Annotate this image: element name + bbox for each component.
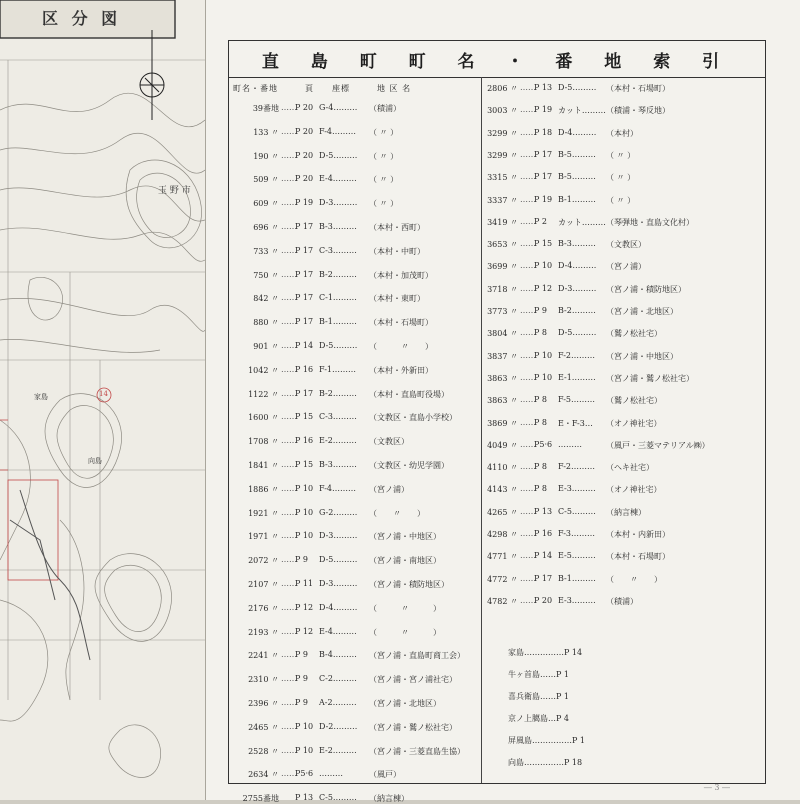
index-area: （ 〃 ） xyxy=(606,173,636,183)
index-dots: …… xyxy=(281,483,297,493)
index-num: 3315 〃 xyxy=(487,173,518,183)
index-num: 4110 〃 xyxy=(487,463,518,473)
index-coord: D-5……… xyxy=(558,328,597,338)
index-page: P 20 xyxy=(295,150,314,160)
index-dots: …… xyxy=(281,317,297,327)
index-num: 750 〃 xyxy=(253,270,279,280)
index-area: （納言棟） xyxy=(369,794,409,804)
index-dots: …… xyxy=(520,551,536,561)
index-frame xyxy=(228,40,766,804)
index-dots: …… xyxy=(281,103,297,112)
index-area: （本村・石場町） xyxy=(606,84,670,93)
index-dots: …… xyxy=(281,198,297,208)
index-coord: D-5……… xyxy=(558,83,597,92)
index-page: P 18 xyxy=(534,127,553,137)
index-area: （ 〃 ） xyxy=(369,127,399,137)
index-column-right xyxy=(482,77,765,783)
index-area: （積浦） xyxy=(369,104,401,113)
index-num: 3773 〃 xyxy=(487,307,518,316)
index-area: （宮ノ浦・積防地区） xyxy=(369,580,449,589)
index-page: P 15 xyxy=(534,239,553,249)
index-area: （本村・内新田） xyxy=(606,530,670,539)
index-page: P 16 xyxy=(534,529,553,538)
index-dots: …… xyxy=(281,650,297,660)
index-coord: B-5……… xyxy=(558,172,596,182)
index-coord: E-2……… xyxy=(319,745,357,755)
index-dots: …… xyxy=(520,172,536,182)
index-dots: …… xyxy=(281,126,297,136)
index-coord: B-1……… xyxy=(319,317,357,327)
index-dots: …… xyxy=(281,388,297,398)
index-coord: D-4……… xyxy=(319,602,358,612)
index-area: （納言棟） xyxy=(606,507,646,517)
index-area: （本村・加茂町） xyxy=(369,270,433,280)
index-coord: C-5……… xyxy=(319,793,357,803)
index-num: 609 〃 xyxy=(253,199,279,209)
index-num: 842 〃 xyxy=(253,294,279,304)
index-area: （宮ノ浦・鷲ノ松社宅） xyxy=(369,722,457,732)
index-dots: …… xyxy=(281,721,297,731)
index-coord: C-5……… xyxy=(558,506,596,516)
index-page: P 20 xyxy=(295,103,314,112)
index-page: P 10 xyxy=(534,350,553,360)
index-area: （ 〃 ） xyxy=(369,627,441,637)
index-coord: B-3……… xyxy=(558,239,596,249)
index-page: P 17 xyxy=(295,245,314,255)
index-area: （宮ノ浦・宮ノ浦社宅） xyxy=(369,675,457,685)
index-num: 1971 〃 xyxy=(248,532,279,542)
index-page: P 17 xyxy=(534,573,553,583)
index-page: P 17 xyxy=(534,149,553,159)
index-num: 3804 〃 xyxy=(487,329,518,339)
index-coord: C-3……… xyxy=(319,245,357,255)
index-area: （本村・西町） xyxy=(369,223,425,232)
index-coord: G-4……… xyxy=(319,103,358,112)
index-dots: …… xyxy=(281,674,297,684)
index-page: P 19 xyxy=(534,194,553,204)
index-num: 1841 〃 xyxy=(248,461,279,470)
index-num: 3863 〃 xyxy=(487,396,518,406)
index-coord: B-4……… xyxy=(319,650,357,660)
index-dots: …… xyxy=(281,436,297,446)
index-num: 2310 〃 xyxy=(248,675,279,685)
index-area: （風戸・三菱マテリアル㈱） xyxy=(606,440,710,450)
index-coord: カット……… xyxy=(558,217,606,227)
index-dots: …… xyxy=(281,222,297,231)
index-coord: C-2……… xyxy=(319,674,357,684)
index-area: （宮ノ浦・南地区） xyxy=(369,556,441,566)
index-coord: E-5……… xyxy=(558,551,596,561)
index-num: 696 〃 xyxy=(253,223,279,232)
index-num: 3863 〃 xyxy=(487,373,518,383)
index-coord: D-5……… xyxy=(319,341,358,350)
index-dots: …… xyxy=(520,261,536,271)
index-num: 3699 〃 xyxy=(487,262,518,272)
index-dots: …… xyxy=(520,328,536,338)
index-coord: E-4……… xyxy=(319,174,357,184)
index-area: （文教区） xyxy=(606,240,646,250)
index-page: P 17 xyxy=(295,317,314,327)
index-area: （本村・直島町役場） xyxy=(369,389,449,399)
index-area: （本村・中町） xyxy=(369,246,425,256)
index-area: （文教区） xyxy=(369,437,409,447)
index-area: （鷲ノ松社宅） xyxy=(606,329,662,339)
index-num: 2396 〃 xyxy=(248,699,279,708)
index-num: 3837 〃 xyxy=(487,351,518,361)
index-area: （宮ノ浦） xyxy=(606,262,646,272)
index-num: 509 〃 xyxy=(253,175,279,185)
index-num: 880 〃 xyxy=(253,318,279,328)
map-heading: 区 分 図 xyxy=(42,9,122,28)
index-area: （本村・石場町） xyxy=(369,318,433,328)
index-num: 2107 〃 xyxy=(248,580,279,589)
index-num: 4771 〃 xyxy=(487,552,518,562)
index-coord: F-1……… xyxy=(319,364,356,374)
index-num: 1042 〃 xyxy=(248,365,279,375)
index-coord: F-5……… xyxy=(558,395,595,405)
index-dots: …… xyxy=(520,194,536,204)
index-dots: …… xyxy=(281,269,297,279)
index-coord: ……… xyxy=(558,439,582,449)
page-number: ― 3 ― xyxy=(703,783,730,792)
index-page: P 8 xyxy=(534,484,548,494)
index-coord: B-3……… xyxy=(319,460,357,469)
index-coord: B-2……… xyxy=(319,388,357,398)
index-dots: …… xyxy=(281,460,297,469)
index-num: 39番地 xyxy=(252,104,279,113)
index-dots: …… xyxy=(281,293,297,303)
index-page: P 10 xyxy=(295,721,314,731)
index-num: 2072 〃 xyxy=(248,556,279,566)
index-dots: …… xyxy=(520,306,536,315)
index-area: （本村・外新田） xyxy=(369,365,433,375)
index-coord: カット……… xyxy=(558,106,606,116)
index-coord: F-2……… xyxy=(558,350,595,360)
index-dots: …… xyxy=(281,555,297,565)
index-page: P5·6 xyxy=(295,769,314,779)
index-num: 2634 〃 xyxy=(248,770,279,780)
index-page: P 8 xyxy=(534,462,548,472)
index-page: P 10 xyxy=(295,745,314,755)
index-area: （本村・東町） xyxy=(369,294,425,304)
index-coord: B-2……… xyxy=(319,269,357,279)
index-num: 3299 〃 xyxy=(487,150,518,160)
index-page: P 13 xyxy=(534,83,553,92)
index-page: P 16 xyxy=(295,364,314,374)
index-dots: …… xyxy=(520,417,536,427)
index-num: 3337 〃 xyxy=(487,195,518,205)
index-page: P 17 xyxy=(295,222,314,231)
index-coord: B-1……… xyxy=(558,573,596,583)
index-dots: …… xyxy=(520,83,536,92)
index-page: P 8 xyxy=(534,395,548,405)
index-num: 4143 〃 xyxy=(487,485,518,495)
index-dots: …… xyxy=(281,698,297,707)
index-num: 4049 〃 xyxy=(487,440,518,450)
index-page: P 10 xyxy=(295,531,314,541)
index-page: P 12 xyxy=(295,626,314,636)
index-page: P 13 xyxy=(295,793,314,803)
index-coord: D-4……… xyxy=(558,261,597,271)
index-num: 2528 〃 xyxy=(248,746,279,756)
index-dots: …… xyxy=(520,127,536,137)
index-num: 1122 〃 xyxy=(248,389,279,399)
island-row: 喜兵衛島……P 1 xyxy=(508,692,570,701)
index-coord: A-2……… xyxy=(319,698,357,707)
column-header: 町名・番地 頁 座標 地 区 名 xyxy=(233,84,412,93)
index-page: P 15 xyxy=(295,412,314,422)
index-coord: D-4……… xyxy=(558,127,597,137)
index-page: P 12 xyxy=(534,283,553,293)
index-area: （本村・石場町） xyxy=(606,552,670,562)
index-coord: C-1……… xyxy=(319,293,357,303)
index-num: 2193 〃 xyxy=(248,627,279,637)
index-area: （宮ノ浦・中地区） xyxy=(369,532,441,542)
index-area: （ 〃 ） xyxy=(369,199,399,209)
index-dots: …… xyxy=(281,245,297,255)
index-dots: …… xyxy=(520,506,536,516)
index-num: 2465 〃 xyxy=(248,722,279,732)
index-page: P 2 xyxy=(534,216,548,226)
index-area: （鷲ノ松社宅） xyxy=(606,396,662,406)
index-coord: F-4……… xyxy=(319,483,356,493)
index-num: 1708 〃 xyxy=(248,437,279,447)
index-coord: E・F-3… xyxy=(558,418,593,428)
index-area: （ 〃 ） xyxy=(369,342,433,351)
index-area: （ 〃 ） xyxy=(606,150,636,160)
index-dots: …… xyxy=(520,239,536,249)
index-num: 133 〃 xyxy=(253,127,279,137)
index-area: （風戸） xyxy=(369,770,401,780)
index-dots: …… xyxy=(281,579,297,588)
index-page: P 20 xyxy=(295,126,314,136)
index-dots: …… xyxy=(281,531,297,541)
index-page: P 17 xyxy=(295,388,314,398)
index-dots: …… xyxy=(520,283,536,293)
index-dots: …… xyxy=(520,372,536,382)
index-area: （積浦） xyxy=(606,596,638,606)
index-page: P 11 xyxy=(295,579,314,588)
index-num: 3003 〃 xyxy=(487,106,518,116)
index-area: （文教区・直島小学校） xyxy=(369,413,457,423)
index-coord: B-5……… xyxy=(558,149,596,159)
index-coord: F-4……… xyxy=(319,126,356,136)
index-coord: F-2……… xyxy=(558,462,595,472)
index-area: （ 〃 ） xyxy=(369,603,441,613)
island-row: 屏風島……………P 1 xyxy=(508,736,586,745)
index-page: P 15 xyxy=(295,460,314,469)
island-row: 牛ヶ首島……P 1 xyxy=(508,670,570,679)
index-dots: …… xyxy=(520,216,536,226)
index-dots: …… xyxy=(281,745,297,755)
index-area: （オノ神社宅） xyxy=(606,485,662,495)
index-page: P 9 xyxy=(295,555,309,565)
index-num: 901 〃 xyxy=(253,342,279,351)
index-num: 2806 〃 xyxy=(487,84,518,93)
index-dots: …… xyxy=(520,395,536,405)
island-label-ieshima: 家島 xyxy=(34,393,48,401)
index-area: （ 〃 ） xyxy=(369,175,399,185)
topographic-map xyxy=(0,0,205,800)
index-num: 190 〃 xyxy=(253,151,279,161)
index-area: （宮ノ浦・直島町商工会） xyxy=(369,651,465,661)
index-num: 2176 〃 xyxy=(248,603,279,613)
index-title: 直 島 町 町 名 ・ 番 地 索 引 xyxy=(261,51,733,72)
index-page: P 20 xyxy=(295,174,314,184)
index-page: P 19 xyxy=(534,105,553,115)
index-dots: …… xyxy=(520,439,536,449)
index-num: 4265 〃 xyxy=(487,507,518,517)
index-coord: D-3……… xyxy=(319,531,358,541)
index-area: （宮ノ浦・北地区） xyxy=(606,307,678,316)
index-num: 733 〃 xyxy=(253,246,279,256)
index-area: （琴弾地・直島文化村） xyxy=(606,217,694,227)
index-page: P 9 xyxy=(295,698,309,707)
index-num: 3419 〃 xyxy=(487,217,518,227)
index-page: P 20 xyxy=(534,595,553,605)
index-coord: B-1……… xyxy=(558,194,596,204)
index-page: P 17 xyxy=(295,269,314,279)
index-coord: E-3……… xyxy=(558,595,596,605)
index-page: P 8 xyxy=(534,328,548,338)
index-num: 3653 〃 xyxy=(487,240,518,250)
index-area: （ 〃 ） xyxy=(606,195,636,205)
index-area: （宮ノ浦・三菱直島生協） xyxy=(369,746,465,756)
index-num: 4782 〃 xyxy=(487,596,518,606)
index-coord: D-2……… xyxy=(319,721,358,731)
index-num: 1921 〃 xyxy=(248,508,279,518)
index-dots: …… xyxy=(281,769,297,779)
index-coord: D-3……… xyxy=(319,579,358,588)
index-dots: …… xyxy=(281,626,297,636)
index-coord: B-3……… xyxy=(319,222,357,231)
index-num: 4772 〃 xyxy=(487,574,518,584)
index-dots: …… xyxy=(520,484,536,494)
index-page: P 14 xyxy=(534,551,553,561)
index-dots: …… xyxy=(281,507,297,517)
island-row: 向島……………P 18 xyxy=(508,758,583,767)
index-num: 2241 〃 xyxy=(248,651,279,661)
index-page: P 17 xyxy=(295,293,314,303)
index-coord: E-3……… xyxy=(558,484,596,494)
index-dots: …… xyxy=(520,595,536,605)
island-row: 京ノ上臈島…P 4 xyxy=(508,714,570,723)
index-dots: …… xyxy=(281,150,297,160)
index-dots: …… xyxy=(520,149,536,159)
index-coord: D-5……… xyxy=(319,150,358,160)
index-area: （オノ神社宅） xyxy=(606,418,662,428)
index-title-bar xyxy=(229,41,765,78)
index-coord: D-3……… xyxy=(558,283,597,293)
index-num: 4298 〃 xyxy=(487,530,518,539)
index-page: P 16 xyxy=(295,436,314,446)
district-number: 14 xyxy=(99,390,108,398)
index-area: （宮ノ浦・中地区） xyxy=(606,351,678,361)
index-dots: …… xyxy=(281,364,297,374)
index-dots: …… xyxy=(520,462,536,472)
index-dots: …… xyxy=(281,602,297,612)
index-area: （文教区・幼児学園） xyxy=(369,461,449,470)
index-page: P 12 xyxy=(295,602,314,612)
index-area: （宮ノ浦） xyxy=(369,484,409,494)
index-coord: D-5……… xyxy=(319,555,358,565)
index-area: （積浦・琴反地） xyxy=(606,106,670,116)
index-page: P 14 xyxy=(295,341,314,350)
index-area: （宮ノ浦・北地区） xyxy=(369,699,441,708)
index-dots: …… xyxy=(281,174,297,184)
index-num: 3718 〃 xyxy=(487,284,518,294)
index-page: P 10 xyxy=(295,507,314,517)
index-coord: B-2……… xyxy=(558,306,596,315)
island-row: 家島……………P 14 xyxy=(508,648,583,657)
index-coord: E-4……… xyxy=(319,626,357,636)
index-page: P 8 xyxy=(534,417,548,427)
index-dots: …… xyxy=(520,105,536,115)
index-coord: D-3……… xyxy=(319,198,358,208)
index-area: （ 〃 ） xyxy=(369,508,425,518)
index-dots: …… xyxy=(281,412,297,422)
index-page: P 13 xyxy=(534,506,553,516)
index-page: P 9 xyxy=(534,306,548,315)
island-label-mukaijima: 向島 xyxy=(88,457,102,465)
index-page: P5·6 xyxy=(534,439,553,449)
index-num: 1886 〃 xyxy=(248,484,279,494)
index-page: P 9 xyxy=(295,650,309,660)
index-page: P 10 xyxy=(534,261,553,271)
index-num: 1600 〃 xyxy=(248,413,279,423)
index-coord: ……… xyxy=(319,769,343,779)
index-area: （ 〃 ） xyxy=(369,151,399,161)
index-num: 3299 〃 xyxy=(487,128,518,138)
index-coord: E-2……… xyxy=(319,436,357,446)
index-area: （宮ノ浦・鷲ノ松社宅） xyxy=(606,373,694,383)
index-dots: …… xyxy=(520,350,536,360)
index-coord: F-3……… xyxy=(558,529,595,538)
map-page xyxy=(0,0,206,800)
index-coord: G-2……… xyxy=(319,507,358,517)
index-page: P 9 xyxy=(295,674,309,684)
index-dots: …… xyxy=(520,573,536,583)
index-area: （本村） xyxy=(606,128,638,138)
index-dots: …… xyxy=(520,529,536,538)
index-page: P 19 xyxy=(295,198,314,208)
index-page: P 10 xyxy=(534,372,553,382)
index-num: 2755番地 xyxy=(242,794,279,804)
city-label: 玉 野 市 xyxy=(158,186,191,196)
index-area: （ 〃 ） xyxy=(606,574,662,584)
index-coord: C-3……… xyxy=(319,412,357,422)
index-coord: E-1……… xyxy=(558,372,596,382)
index-column-left xyxy=(229,77,482,804)
index-num: 3869 〃 xyxy=(487,418,518,428)
index-area: （宮ノ浦・積防地区） xyxy=(606,284,686,294)
index-page: P 10 xyxy=(295,483,314,493)
index-area: （ヘキ社宅） xyxy=(606,463,654,473)
index-page xyxy=(206,0,800,804)
index-dots: …… xyxy=(281,341,297,350)
index-page: P 17 xyxy=(534,172,553,182)
